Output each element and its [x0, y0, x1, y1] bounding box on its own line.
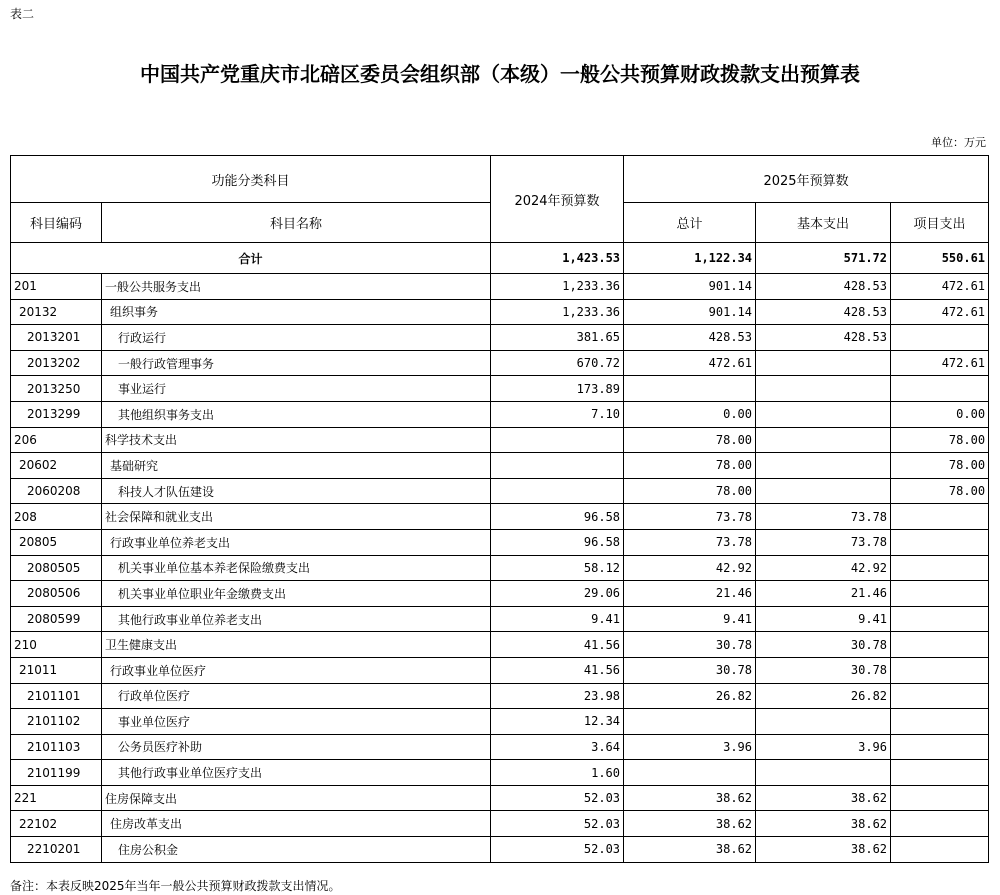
basic-cell: [756, 401, 891, 427]
table-row: [11, 504, 989, 530]
budget-2024-cell: 173.89: [491, 376, 624, 402]
basic-cell: 428.53: [756, 274, 891, 300]
basic-cell: 73.78: [756, 529, 891, 555]
code-cell: 2013250: [11, 376, 102, 402]
table-row: [11, 683, 989, 709]
total-cell: 30.78: [624, 657, 756, 683]
name-cell: 科技人才队伍建设: [102, 478, 491, 504]
name-cell: 卫生健康支出: [102, 632, 491, 658]
table-label: 表二: [10, 7, 35, 21]
code-cell: 2080505: [11, 555, 102, 581]
project-cell: [891, 529, 989, 555]
table-row: [11, 785, 989, 811]
page-title: 中国共产党重庆市北碚区委员会组织部（本级）一般公共预算财政拨款支出预算表: [140, 62, 860, 86]
project-cell: [891, 785, 989, 811]
budget-2024-cell: [491, 427, 624, 453]
total-cell: 0.00: [624, 401, 756, 427]
budget-2024-cell: 1.60: [491, 760, 624, 786]
name-cell: 事业运行: [102, 376, 491, 402]
budget-2024-cell: 52.03: [491, 785, 624, 811]
name-cell: 公务员医疗补助: [102, 734, 491, 760]
table-row: [11, 478, 989, 504]
code-cell: 2013299: [11, 401, 102, 427]
budget-2024-cell: 41.56: [491, 632, 624, 658]
basic-cell: 30.78: [756, 632, 891, 658]
table-row: [11, 709, 989, 735]
total-2025-cell: 1,122.34: [624, 243, 756, 274]
total-cell: 9.41: [624, 606, 756, 632]
basic-cell: 3.96: [756, 734, 891, 760]
budget-2024-cell: 1,233.36: [491, 274, 624, 300]
name-cell: 机关事业单位基本养老保险缴费支出: [102, 555, 491, 581]
code-cell: 20805: [11, 529, 102, 555]
name-cell: 行政事业单位养老支出: [102, 529, 491, 555]
project-cell: 78.00: [891, 453, 989, 479]
code-cell: 2080599: [11, 606, 102, 632]
project-cell: 472.61: [891, 274, 989, 300]
total-row: [11, 243, 989, 274]
budget-2024-cell: 9.41: [491, 606, 624, 632]
table-row: [11, 837, 989, 863]
table-row: [11, 581, 989, 607]
code-cell: 20132: [11, 299, 102, 325]
basic-cell: 21.46: [756, 581, 891, 607]
table-row: [11, 555, 989, 581]
code-cell: 2013202: [11, 350, 102, 376]
code-cell: 201: [11, 274, 102, 300]
basic-cell: 428.53: [756, 299, 891, 325]
project-cell: 472.61: [891, 350, 989, 376]
budget-2024-cell: 96.58: [491, 529, 624, 555]
budget-2024-cell: 96.58: [491, 504, 624, 530]
budget-2024-cell: 52.03: [491, 837, 624, 863]
basic-cell: [756, 453, 891, 479]
total-cell: 21.46: [624, 581, 756, 607]
basic-cell: [756, 376, 891, 402]
table-row: [11, 299, 989, 325]
total-2024-cell: 1,423.53: [491, 243, 624, 274]
budget-2024-header: 2024年预算数: [491, 156, 624, 243]
name-cell: 科学技术支出: [102, 427, 491, 453]
basic-cell: [756, 427, 891, 453]
table-row: [11, 632, 989, 658]
code-cell: 2101102: [11, 709, 102, 735]
total-cell: 26.82: [624, 683, 756, 709]
total-project-cell: 550.61: [891, 243, 989, 274]
basic-cell: 30.78: [756, 657, 891, 683]
name-cell: 机关事业单位职业年金缴费支出: [102, 581, 491, 607]
name-cell: 行政事业单位医疗: [102, 657, 491, 683]
code-cell: 2080506: [11, 581, 102, 607]
total-cell: 73.78: [624, 529, 756, 555]
total-basic-cell: 571.72: [756, 243, 891, 274]
budget-2024-cell: 7.10: [491, 401, 624, 427]
total-cell: 38.62: [624, 837, 756, 863]
name-cell: 其他行政事业单位医疗支出: [102, 760, 491, 786]
code-cell: 2101103: [11, 734, 102, 760]
basic-header: 基本支出: [756, 203, 891, 243]
basic-cell: 38.62: [756, 811, 891, 837]
table-row: [11, 606, 989, 632]
budget-2024-cell: 3.64: [491, 734, 624, 760]
project-cell: 472.61: [891, 299, 989, 325]
project-cell: [891, 606, 989, 632]
budget-2024-cell: 29.06: [491, 581, 624, 607]
code-header: 科目编码: [11, 203, 102, 243]
budget-2024-cell: 41.56: [491, 657, 624, 683]
total-cell: 428.53: [624, 325, 756, 351]
name-cell: 其他组织事务支出: [102, 401, 491, 427]
total-header: 总计: [624, 203, 756, 243]
func-category-header: 功能分类科目: [11, 156, 491, 203]
total-cell: 73.78: [624, 504, 756, 530]
basic-cell: 73.78: [756, 504, 891, 530]
name-cell: 组织事务: [102, 299, 491, 325]
code-cell: 2101101: [11, 683, 102, 709]
basic-cell: [756, 350, 891, 376]
total-cell: [624, 376, 756, 402]
project-header: 项目支出: [891, 203, 989, 243]
table-row: [11, 760, 989, 786]
project-cell: [891, 581, 989, 607]
project-cell: 0.00: [891, 401, 989, 427]
total-cell: 30.78: [624, 632, 756, 658]
project-cell: [891, 632, 989, 658]
budget-2024-cell: 670.72: [491, 350, 624, 376]
table-row: [11, 734, 989, 760]
project-cell: [891, 837, 989, 863]
name-cell: 基础研究: [102, 453, 491, 479]
table-row: [11, 427, 989, 453]
footnote: 备注：本表反映2025年当年一般公共预算财政拨款支出情况。: [10, 879, 341, 893]
budget-table: [10, 155, 989, 863]
name-cell: 行政运行: [102, 325, 491, 351]
name-header: 科目名称: [102, 203, 491, 243]
table-row: [11, 274, 989, 300]
budget-2024-cell: 58.12: [491, 555, 624, 581]
project-cell: [891, 325, 989, 351]
name-cell: 住房保障支出: [102, 785, 491, 811]
budget-2024-cell: 23.98: [491, 683, 624, 709]
basic-cell: [756, 478, 891, 504]
total-cell: 38.62: [624, 811, 756, 837]
code-cell: 206: [11, 427, 102, 453]
basic-cell: [756, 760, 891, 786]
total-cell: [624, 760, 756, 786]
table-row: [11, 453, 989, 479]
project-cell: [891, 657, 989, 683]
code-cell: 2013201: [11, 325, 102, 351]
name-cell: 社会保障和就业支出: [102, 504, 491, 530]
total-cell: 3.96: [624, 734, 756, 760]
code-cell: 2210201: [11, 837, 102, 863]
table-body: [11, 243, 989, 863]
table-row: [11, 811, 989, 837]
total-cell: 38.62: [624, 785, 756, 811]
project-cell: [891, 760, 989, 786]
unit-label: 单位：万元: [931, 136, 986, 149]
basic-cell: [756, 709, 891, 735]
budget-2025-header: 2025年预算数: [624, 156, 989, 203]
basic-cell: 42.92: [756, 555, 891, 581]
code-cell: 22102: [11, 811, 102, 837]
basic-cell: 26.82: [756, 683, 891, 709]
basic-cell: 428.53: [756, 325, 891, 351]
code-cell: 221: [11, 785, 102, 811]
table-row: [11, 657, 989, 683]
basic-cell: 9.41: [756, 606, 891, 632]
budget-2024-cell: 1,233.36: [491, 299, 624, 325]
name-cell: 行政单位医疗: [102, 683, 491, 709]
budget-2024-cell: 381.65: [491, 325, 624, 351]
total-label: 合计: [11, 243, 491, 274]
project-cell: [891, 683, 989, 709]
project-cell: [891, 376, 989, 402]
name-cell: 住房改革支出: [102, 811, 491, 837]
project-cell: 78.00: [891, 478, 989, 504]
name-cell: 一般行政管理事务: [102, 350, 491, 376]
project-cell: 78.00: [891, 427, 989, 453]
project-cell: [891, 734, 989, 760]
code-cell: 210: [11, 632, 102, 658]
table-row: [11, 529, 989, 555]
project-cell: [891, 709, 989, 735]
total-cell: 78.00: [624, 453, 756, 479]
budget-2024-cell: 52.03: [491, 811, 624, 837]
code-cell: 2060208: [11, 478, 102, 504]
budget-2024-cell: [491, 478, 624, 504]
table-row: [11, 401, 989, 427]
code-cell: 2101199: [11, 760, 102, 786]
budget-2024-cell: 12.34: [491, 709, 624, 735]
total-cell: 901.14: [624, 274, 756, 300]
project-cell: [891, 555, 989, 581]
code-cell: 20602: [11, 453, 102, 479]
project-cell: [891, 811, 989, 837]
basic-cell: 38.62: [756, 785, 891, 811]
table-row: [11, 376, 989, 402]
name-cell: 一般公共服务支出: [102, 274, 491, 300]
total-cell: [624, 709, 756, 735]
project-cell: [891, 504, 989, 530]
total-cell: 78.00: [624, 478, 756, 504]
total-cell: 472.61: [624, 350, 756, 376]
budget-2024-cell: [491, 453, 624, 479]
table-row: [11, 325, 989, 351]
name-cell: 其他行政事业单位养老支出: [102, 606, 491, 632]
code-cell: 208: [11, 504, 102, 530]
total-cell: 42.92: [624, 555, 756, 581]
code-cell: 21011: [11, 657, 102, 683]
basic-cell: 38.62: [756, 837, 891, 863]
name-cell: 事业单位医疗: [102, 709, 491, 735]
table-row: [11, 350, 989, 376]
total-cell: 901.14: [624, 299, 756, 325]
name-cell: 住房公积金: [102, 837, 491, 863]
total-cell: 78.00: [624, 427, 756, 453]
